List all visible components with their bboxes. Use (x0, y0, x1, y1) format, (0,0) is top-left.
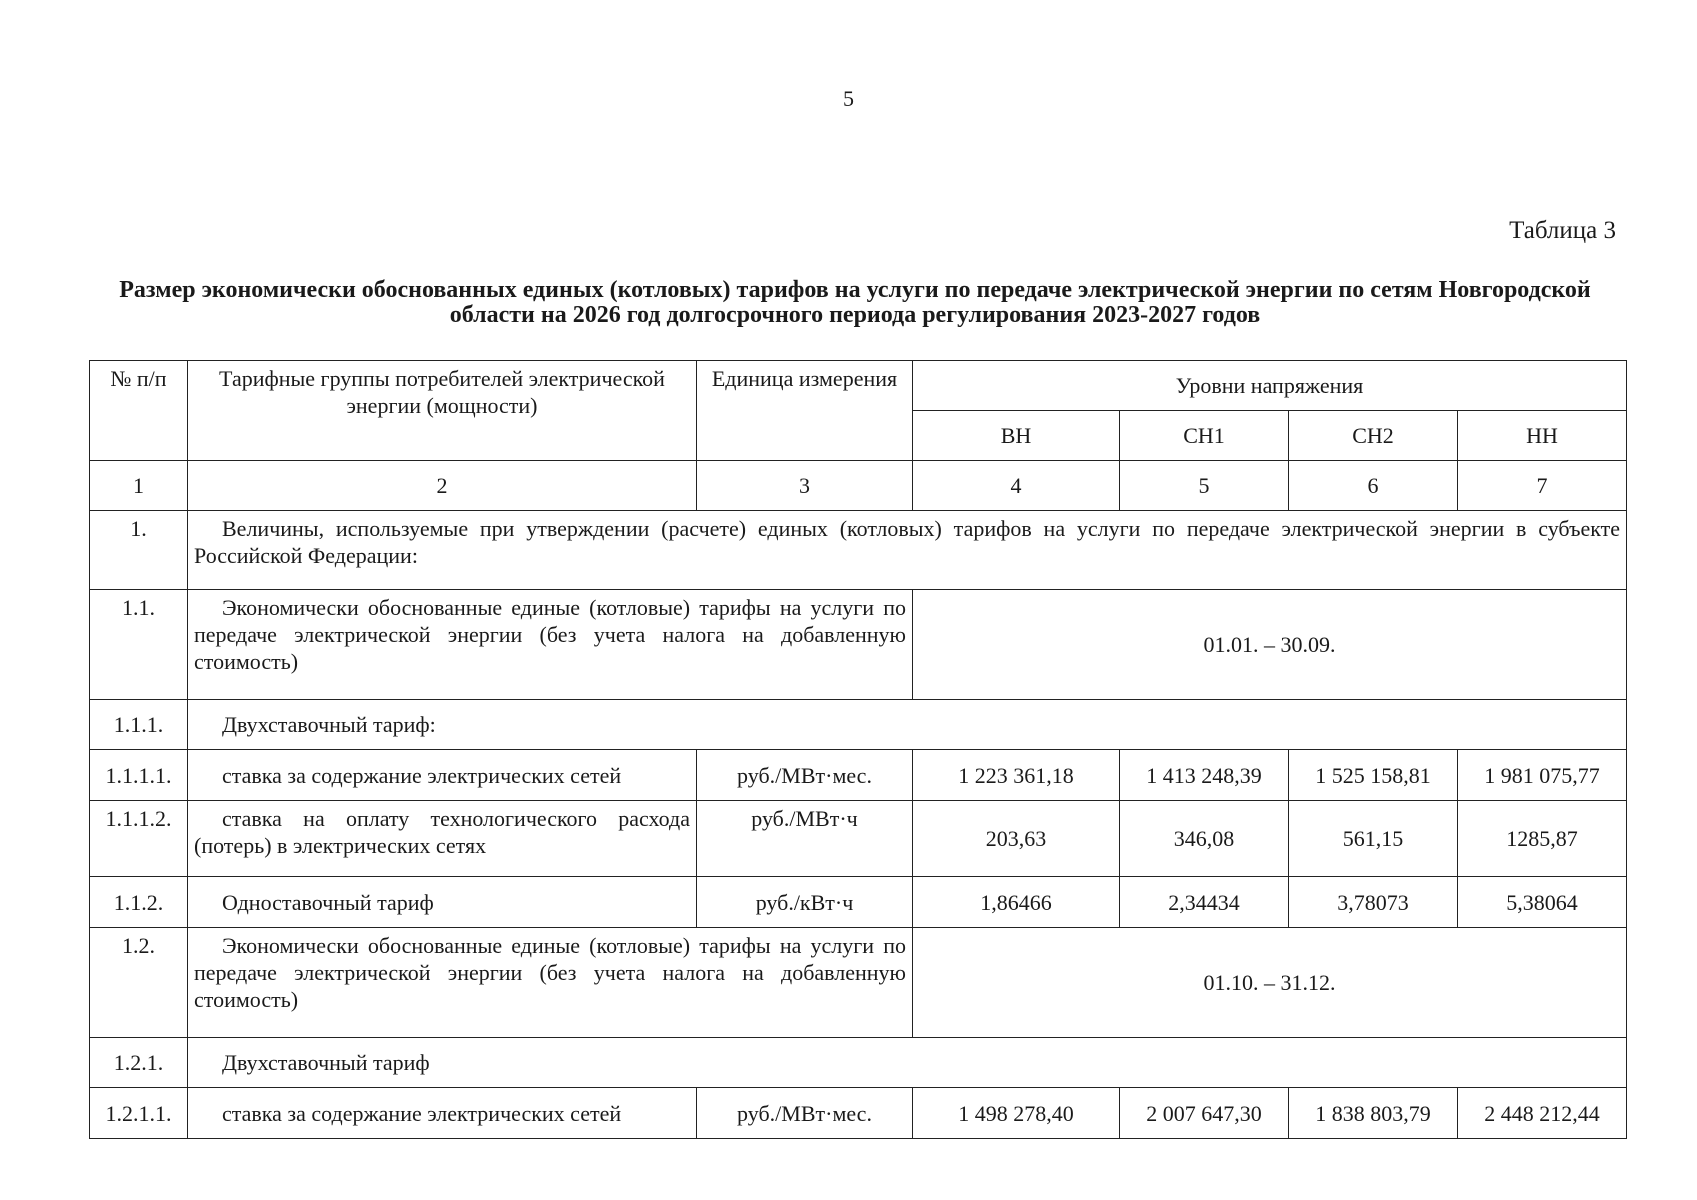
unit-cell: руб./кВт·ч (697, 877, 913, 928)
row-number: 1. (90, 511, 188, 590)
table-row (90, 511, 1627, 590)
value-vn: 203,63 (913, 801, 1120, 877)
column-number: 3 (697, 461, 913, 511)
value-sn2: 561,15 (1289, 801, 1458, 877)
row-number: 1.2.1.1. (90, 1088, 188, 1139)
table-row (90, 750, 1627, 801)
value-nn: 1285,87 (1458, 801, 1627, 877)
row-description: Двухставочный тариф: (188, 700, 1627, 750)
column-number: 7 (1458, 461, 1627, 511)
page-number: 5 (843, 86, 854, 111)
row-number: 1.1.1. (90, 700, 188, 750)
unit-cell: руб./МВт·ч (697, 801, 913, 877)
value-sn2: 1 838 803,79 (1289, 1088, 1458, 1139)
row-description: Экономически обоснованные единые (котловые) тарифы на услуги по передаче электрической энергии (без учета налога на добавленную стоимость) (188, 590, 913, 700)
period-label: 01.10. – 31.12. (913, 928, 1627, 1038)
document-title: Размер экономически обоснованных единых (котловых) тарифов на услуги по передаче электрической энергии по сетям Новгородской области на 2026 год долгосрочного периода регулирования 2023-2027 годов (119, 277, 1591, 328)
header-level-sn2: СН2 (1289, 411, 1458, 461)
value-sn1: 1 413 248,39 (1120, 750, 1289, 801)
table-row (90, 928, 1627, 1038)
header-col-levels: Уровни напряжения (913, 361, 1627, 411)
value-nn: 2 448 212,44 (1458, 1088, 1627, 1139)
table-row (90, 1088, 1627, 1139)
value-sn1: 2,34434 (1120, 877, 1289, 928)
column-number: 5 (1120, 461, 1289, 511)
table-row (90, 877, 1627, 928)
table-row (90, 1038, 1627, 1088)
row-description: Двухставочный тариф (188, 1038, 1627, 1088)
value-sn2: 3,78073 (1289, 877, 1458, 928)
period-label: 01.01. – 30.09. (913, 590, 1627, 700)
unit-cell: руб./МВт·мес. (697, 750, 913, 801)
header-level-sn1: СН1 (1120, 411, 1289, 461)
tariff-table (89, 360, 1627, 1139)
column-number: 2 (188, 461, 697, 511)
header-col-num: № п/п (90, 361, 188, 461)
value-nn: 5,38064 (1458, 877, 1627, 928)
value-sn1: 2 007 647,30 (1120, 1088, 1289, 1139)
row-number: 1.1.2. (90, 877, 188, 928)
header-numbering-row (90, 461, 1627, 511)
section-text: Величины, используемые при утверждении (расчете) единых (котловых) тарифов на услуги по передаче электрической энергии в субъекте Российской Федерации: (188, 511, 1627, 590)
unit-cell: руб./МВт·мес. (697, 1088, 913, 1139)
header-col-unit: Единица измерения (697, 361, 913, 461)
header-row-top (90, 361, 1627, 411)
row-description: Одноставочный тариф (188, 877, 697, 928)
column-number: 6 (1289, 461, 1458, 511)
table-row (90, 590, 1627, 700)
row-number: 1.2.1. (90, 1038, 188, 1088)
column-number: 1 (90, 461, 188, 511)
row-number: 1.2. (90, 928, 188, 1038)
row-number: 1.1.1.1. (90, 750, 188, 801)
header-col-groups: Тарифные группы потребителей электрической энергии (мощности) (188, 361, 697, 461)
value-vn: 1,86466 (913, 877, 1120, 928)
row-description: ставка на оплату технологического расхода (потерь) в электрических сетях (188, 801, 697, 877)
row-number: 1.1.1.2. (90, 801, 188, 877)
value-vn: 1 223 361,18 (913, 750, 1120, 801)
value-nn: 1 981 075,77 (1458, 750, 1627, 801)
row-number: 1.1. (90, 590, 188, 700)
table-label: Таблица 3 (1509, 217, 1616, 244)
value-sn1: 346,08 (1120, 801, 1289, 877)
row-description: ставка за содержание электрических сетей (188, 1088, 697, 1139)
header-level-nn: НН (1458, 411, 1627, 461)
header-level-vn: ВН (913, 411, 1120, 461)
table-row (90, 801, 1627, 877)
column-number: 4 (913, 461, 1120, 511)
table-row (90, 700, 1627, 750)
row-description: ставка за содержание электрических сетей (188, 750, 697, 801)
value-vn: 1 498 278,40 (913, 1088, 1120, 1139)
value-sn2: 1 525 158,81 (1289, 750, 1458, 801)
row-description: Экономически обоснованные единые (котловые) тарифы на услуги по передаче электрической энергии (без учета налога на добавленную стоимость) (188, 928, 913, 1038)
